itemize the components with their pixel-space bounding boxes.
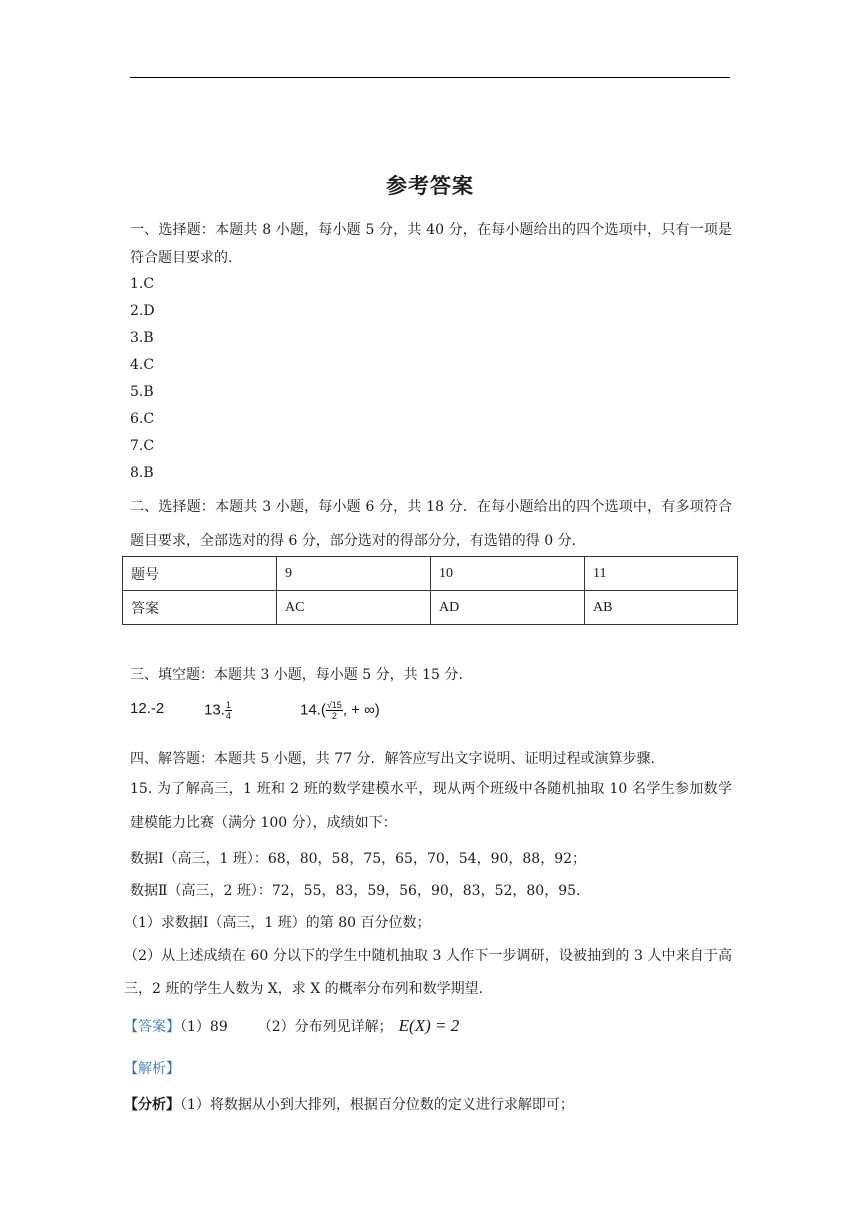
table-cell: AB [585,591,738,625]
answer-5: 5.B [130,384,154,400]
answer-3: 3.B [130,330,154,346]
table-cell: AC [277,591,431,625]
data-set-1: 数据Ⅰ（高三，1 班）：68，80，58，75，65，70，54，90，88，92； [130,851,587,867]
analysis-label-text: 【解析】 [124,1061,180,1077]
answer-4: 4.C [130,357,155,373]
data-set-2: 数据Ⅱ（高三，2 班）：72，55，83，59，56，90，83，52，80，95. [130,883,581,899]
question-15-stem: 15. 为了解高三，1 班和 2 班的数学建模水平，现从两个班级中各随机抽取 10 名学生参加数学建模能力比赛（满分 100 分），成绩如下： [130,781,732,831]
fraction-numerator: 1 [225,700,231,710]
fenxi-text: （1）将数据从小到大排列，根据百分位数的定义进行求解即可； [180,1097,574,1113]
table-row [123,557,738,591]
table-cell: 11 [585,557,738,591]
table-cell: 10 [431,557,585,591]
answer-part1: （1）89 [180,1019,228,1035]
table-row [123,591,738,625]
analysis-label [124,1058,180,1078]
fraction [326,700,343,721]
section3-intro: 三、填空题：本题共 3 小题，每小题 5 分，共 15 分. [130,667,463,683]
table-cell: 答案 [123,591,277,625]
expectation-formula: E(X) = 2 [398,1016,460,1035]
answer-2: 2.D [130,303,155,319]
answer-label: 【答案】 [124,1019,180,1035]
fill-13-prefix: 13. [204,701,225,719]
fraction [225,700,232,721]
table-cell: 9 [277,557,431,591]
fraction-denominator: 4 [225,711,231,721]
table-cell: 题号 [123,557,277,591]
answer-8: 8.B [130,465,154,481]
section2-intro: 二、选择题：本题共 3 小题，每小题 6 分，共 18 分．在每小题给出的四个选项中，有多项符合题目要求，全部选对的得 6 分，部分选对的得部分分，有选错的得 0 分. [130,499,732,549]
fraction-numerator: √15 [326,700,342,710]
section4-intro: 四、解答题：本题共 5 小题，共 77 分．解答应写出文字说明、证明过程或演算步骤. [130,751,655,767]
fenxi-label: 【分析】 [124,1097,180,1113]
fill-answer-14 [300,700,380,721]
analysis-line [124,1094,574,1114]
fill-answer-13 [204,700,232,721]
answer-6: 6.C [130,411,155,427]
page-title: 参考答案 [386,174,474,198]
table-cell: AD [431,591,585,625]
answer-table [122,556,738,625]
header-rule [130,77,730,78]
fill-14-prefix: 14.( [300,701,326,719]
answer-1: 1.C [130,276,155,292]
answer-7: 7.C [130,438,155,454]
fill-14-suffix: , + ∞) [342,701,380,719]
fraction-denominator: 2 [331,711,337,721]
answer-part2: （2）分布列见详解； [257,1019,393,1035]
answer-line [124,1016,459,1036]
section1-intro: 一、选择题：本题共 8 小题，每小题 5 分，共 40 分，在每小题给出的四个选项中，只有一项是符合题目要求的. [130,222,732,266]
fill-answer-12: 12.-2 [130,700,165,717]
question-15-part2: （2）从上述成绩在 60 分以下的学生中随机抽取 3 人作下一步调研，设被抽到的 3 人中来自于高三，2 班的学生人数为 X，求 X 的概率分布列和数学期望. [124,948,732,997]
question-15-part1: （1）求数据Ⅰ（高三，1 班）的第 80 百分位数； [124,915,431,931]
